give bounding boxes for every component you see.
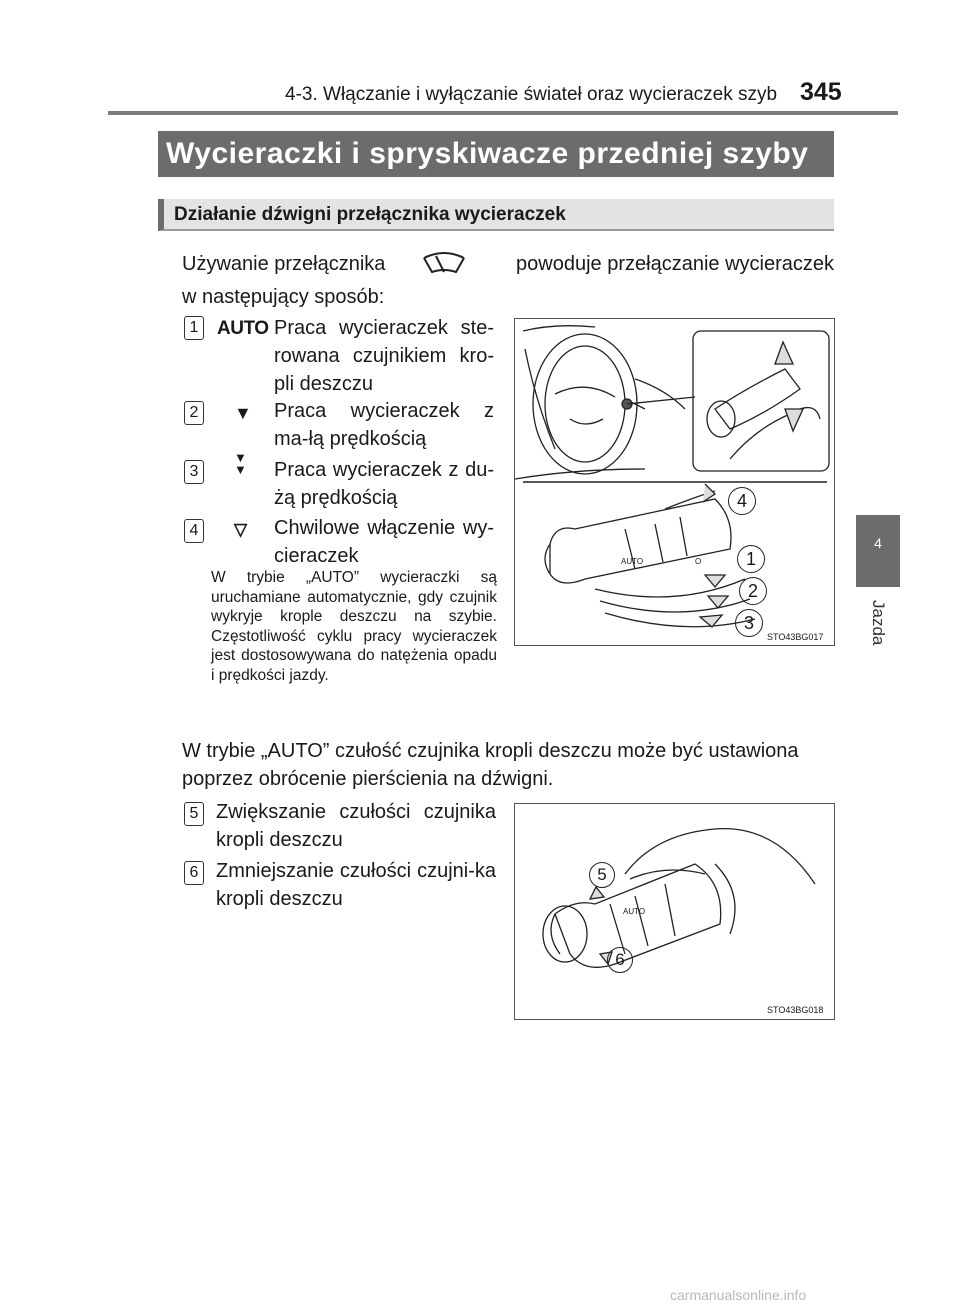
intro-part1: Używanie przełącznika xyxy=(182,253,386,275)
figure-code: STO43BG017 xyxy=(767,632,824,642)
intro-part2: powoduje przełączanie wycieraczek xyxy=(516,253,834,275)
section-title: Wycieraczki i spryskiwacze przedniej szyby xyxy=(158,131,834,177)
single-wipe-symbol: ▽ xyxy=(234,520,248,539)
figure-callout-4: 4 xyxy=(728,487,756,515)
figure-sensitivity-ring xyxy=(514,803,835,1020)
sensitivity-paragraph: W trybie „AUTO” czułość czujnika kropli deszczu może być ustawiona poprzez obrócenie pierścienia na dźwigni. xyxy=(182,740,799,790)
intro-part3: w następujący sposób: xyxy=(182,286,385,308)
lever-label-auto-2: AUTO xyxy=(623,907,646,916)
mode-3-text: Praca wycieraczek z du-żą prędkością xyxy=(274,459,494,509)
callout-3: 3 xyxy=(184,460,204,484)
callout-1: 1 xyxy=(184,316,204,340)
high-speed-symbol: ▼▼ xyxy=(234,450,247,477)
header-divider xyxy=(108,111,898,115)
sensitivity-increase-text: Zwiększanie czułości czujnika kropli deszczu xyxy=(216,801,496,851)
figure-callout-6: 6 xyxy=(607,947,633,973)
figure-code-2: STO43BG018 xyxy=(767,1005,824,1015)
chapter-tab-label: Jazda xyxy=(869,600,888,646)
auto-symbol: AUTO xyxy=(217,318,269,339)
figure-wiper-lever-positions xyxy=(514,318,835,646)
mode-4-text: Chwilowe włączenie wy-cieraczek xyxy=(274,517,494,567)
mode-1-text: Praca wycieraczek ste-rowana czujnikiem kro-pli deszczu xyxy=(274,317,494,395)
figure-callout-1: 1 xyxy=(737,545,765,573)
lever-label-off: O xyxy=(695,557,702,566)
page-number: 345 xyxy=(800,78,842,106)
figure-callout-2: 2 xyxy=(739,577,767,605)
callout-2: 2 xyxy=(184,401,204,425)
chapter-heading: 4-3. Włączanie i wyłączanie świateł oraz wycieraczek szyb xyxy=(285,84,778,105)
chapter-tab: 4 xyxy=(856,515,900,587)
subsection-title: Działanie dźwigni przełącznika wycieraczek xyxy=(158,199,834,231)
sensitivity-decrease-text: Zmniejszanie czułości czujni-ka kropli deszczu xyxy=(216,860,496,910)
auto-mode-note: W trybie „AUTO” wycieraczki są uruchamiane automatycznie, gdy czujnik wykryje krople deszczu na szybie. Częstotliwość cyklu pracy wycieraczek jest dostosowywana do natężenia opadu i prędkości jazdy. xyxy=(211,569,497,684)
intro-line xyxy=(182,250,834,278)
mode-2-text: Praca wycieraczek z ma-łą prędkością xyxy=(274,400,494,450)
windshield-wiper-icon xyxy=(420,250,468,278)
watermark: carmanualsonline.info xyxy=(670,1287,807,1303)
lever-label-auto: AUTO xyxy=(621,557,644,566)
figure-callout-5: 5 xyxy=(589,862,615,888)
callout-5: 5 xyxy=(184,802,204,826)
callout-4: 4 xyxy=(184,519,204,543)
callout-6: 6 xyxy=(184,861,204,885)
low-speed-symbol: ▼ xyxy=(234,403,252,423)
figure-callout-3: 3 xyxy=(735,609,763,637)
